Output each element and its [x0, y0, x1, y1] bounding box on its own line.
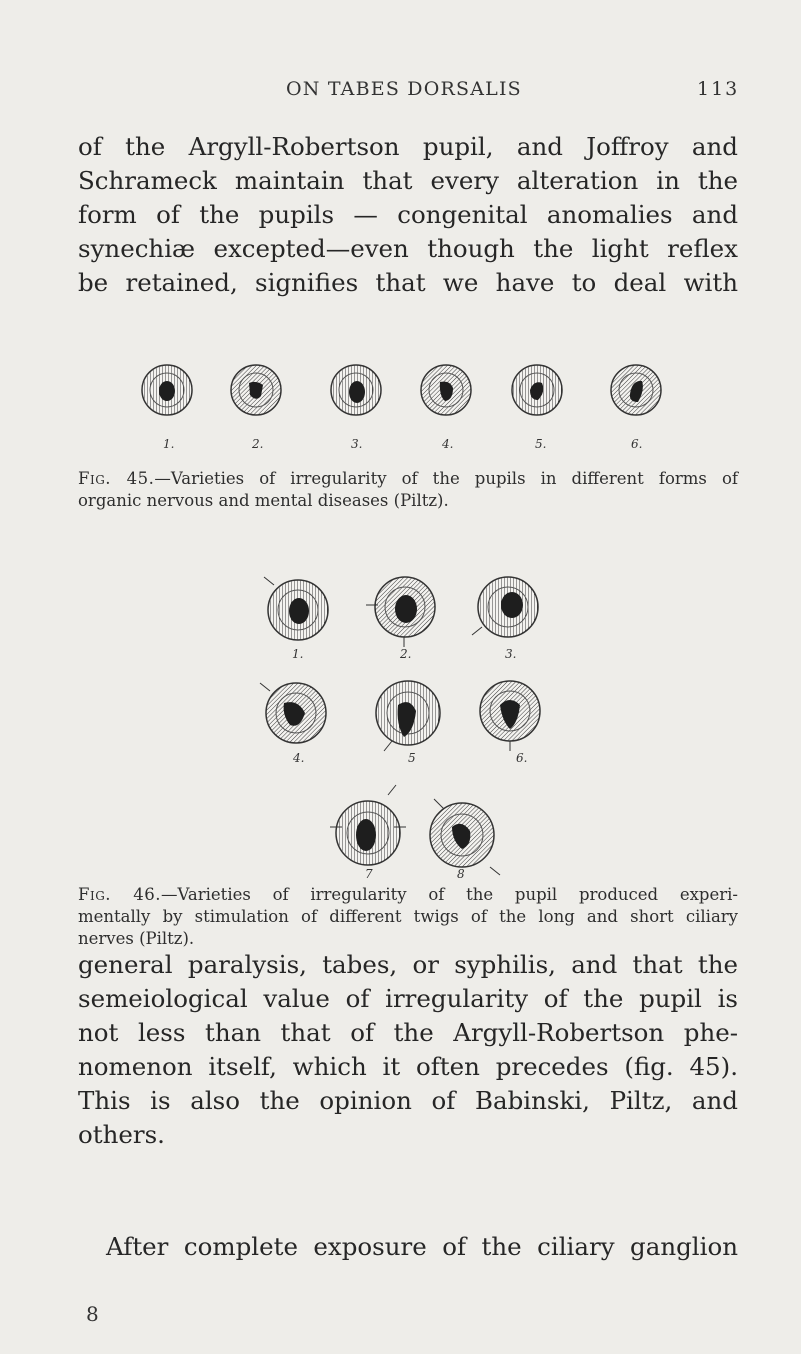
pupil-46-5 [376, 681, 440, 751]
pupil-46-6 [480, 681, 540, 751]
figure-46-illustration [0, 565, 801, 885]
pupil-number: 3. [351, 437, 363, 451]
text-line: not less than that of the Argyll-Robertson phe- [78, 1018, 738, 1047]
pupil-number: 5. [535, 437, 547, 451]
pupil-46-8 [430, 799, 500, 875]
pupil-46-4 [260, 683, 326, 743]
pupil-number: 5 [408, 751, 416, 765]
pupil-number: 4. [442, 437, 454, 451]
text-line: synechiæ excepted—even though the light reflex [78, 234, 738, 263]
caption-text: —Varieties of irregularity of the pupils in different forms of [154, 469, 738, 488]
pupil-number: 8 [457, 867, 465, 881]
figure-45-illustration [0, 350, 801, 460]
pupil-number: 7 [365, 867, 373, 881]
pupil-number: 2. [252, 437, 264, 451]
caption-text: —Varieties of irregularity of the pupil produced experi- [161, 885, 738, 904]
paragraph-top [78, 130, 738, 300]
pupil-number: 6. [516, 751, 528, 765]
text-line: After complete exposure of the ciliary ganglion [106, 1232, 738, 1261]
caption-line [78, 468, 738, 490]
text-line: Schrameck maintain that every alteration in the [78, 166, 738, 195]
paragraph-bottom [78, 948, 738, 1152]
pupil-45-3 [331, 365, 381, 415]
figure-45 [0, 350, 801, 460]
text-line: nomenon itself, which it often precedes (fig. 45). [78, 1052, 738, 1081]
caption-line [78, 884, 738, 906]
pupil-45-4 [421, 365, 471, 415]
pupil-number: 2. [400, 647, 412, 661]
figure-label: Fig. 45. [78, 469, 155, 488]
caption-fig-45 [78, 468, 738, 512]
pupil-number: 3. [505, 647, 517, 661]
pupil-number: 6. [631, 437, 643, 451]
figure-46 [0, 565, 801, 885]
pupil-46-2 [366, 577, 435, 647]
paragraph-next [78, 1230, 738, 1264]
pupil-46-7 [330, 785, 406, 865]
text-line: general paralysis, tabes, or syphilis, and that the [78, 950, 738, 979]
signature-mark: 8 [86, 1302, 99, 1326]
text-line: This is also the opinion of Babinski, Piltz, and [78, 1086, 738, 1115]
pupil-45-2 [231, 365, 281, 415]
page-number: 113 [697, 78, 740, 100]
text-line: form of the pupils — congenital anomalies and [78, 200, 738, 229]
caption-line: mentally by stimulation of different twigs of the long and short ciliary [78, 907, 738, 926]
pupil-45-1 [142, 365, 192, 415]
text-line: be retained, signifies that we have to deal with [78, 268, 738, 297]
caption-line: organic nervous and mental diseases (Piltz). [78, 491, 449, 510]
pupil-45-5 [512, 365, 562, 415]
pupil-46-3 [472, 577, 538, 637]
pupil-number: 1. [163, 437, 175, 451]
caption-fig-46 [78, 884, 738, 950]
figure-label: Fig. 46. [78, 885, 162, 904]
running-head: ON TABES DORSALIS [286, 78, 522, 100]
pupil-45-6 [611, 365, 661, 415]
pupil-number: 4. [293, 751, 305, 765]
text-line: of the Argyll-Robertson pupil, and Joffroy and [78, 132, 738, 161]
pupil-number: 1. [292, 647, 304, 661]
pupil-46-1 [264, 577, 328, 640]
text-line: semeiological value of irregularity of the pupil is [78, 984, 738, 1013]
text-line: others. [78, 1120, 165, 1149]
caption-line: nerves (Piltz). [78, 929, 195, 948]
page-header [0, 78, 801, 108]
